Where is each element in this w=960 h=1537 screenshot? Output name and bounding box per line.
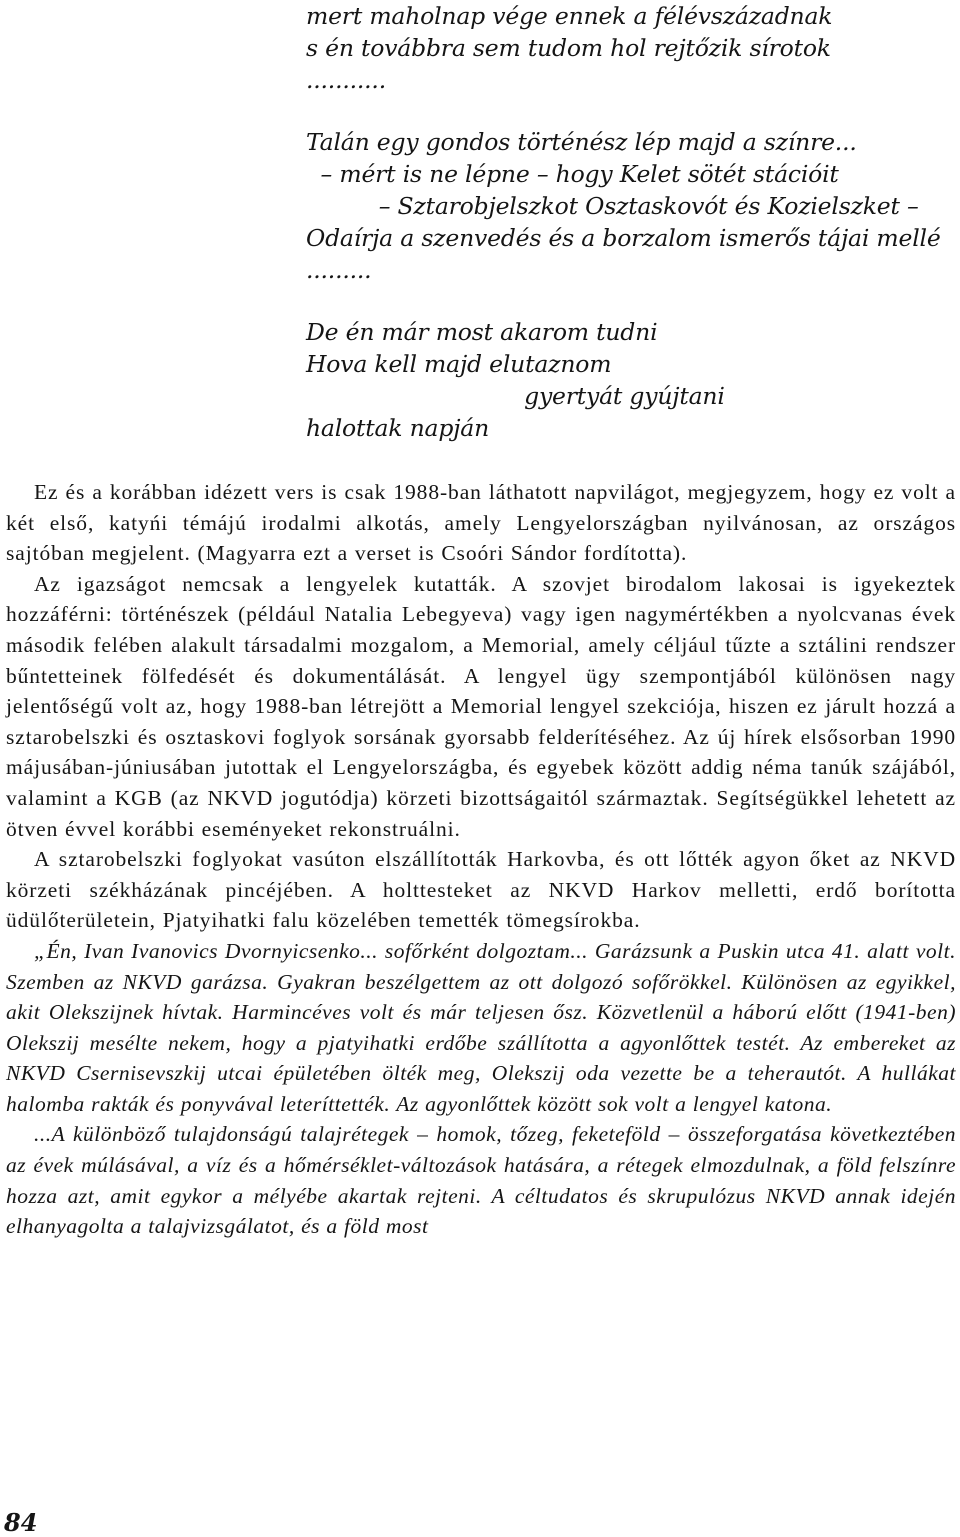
poem-line: s én továbbra sem tudom hol rejtőzik sírotok [306, 34, 831, 62]
poem-line: – Sztarobjelszkot Osztaskovót és Kozielszket – [306, 192, 919, 220]
body-text [6, 477, 956, 1242]
paragraph: Ez és a korábban idézett vers is csak 1988-ban láthatott napvilágot, megjegyzem, hogy ez volt a két első, katyńi témájú irodalmi alkotás, amely Lengyelországban nyilvánosan, az országos sajtóban megjelent. (Magyarra ezt a verset is Csoóri Sándor fordította). [6, 480, 956, 566]
poem-line: Talán egy gondos történész lép majd a színre... [306, 128, 857, 156]
page-number: 84 [4, 1508, 38, 1537]
poem-line: – mért is ne lépne – hogy Kelet sötét stációit [306, 160, 839, 188]
poem-line: ......... [306, 256, 372, 284]
poem-line: Hova kell majd elutaznom [306, 350, 612, 378]
quote-paragraph: ...A különböző tulajdonságú talajrétegek – homok, tőzeg, feketeföld – összeforgatása következtében az évek múlásával, a víz és a hőmérséklet-változások hatására, a rétegek elmozdulnak, a föld felszínre hozza azt, amit egykor a mélyébe akartak rejteni. A céltudatos és skrupulózus NKVD annak idején elhanyagolta a talajvizsgálatot, és a föld most [6, 1122, 956, 1239]
poem-line [306, 96, 946, 126]
paragraph: Az igazságot nemcsak a lengyelek kutatták. A szovjet birodalom lakosai is igyekeztek hozzáférni: történészek (például Natalia Lebegyeva) vagy igen nagymértékben a nyolcvanas évek második felében alakult társadalmi mozgalom, a Memorial, amely céljául tűzte a sztálini rendszer bűntetteinek fölfedését és dokumentálását. A lengyel ügy szempontjából különösen nagy jelentőségű volt az, hogy 1988-ban létrejött a Memorial lengyel szekciója, hiszen ez járult hozzá a sztarobelszki és osztaskovi foglyok sorsának gyorsabb felderítéséhez. Az új hírek elsősorban 1990 májusában-júniusában jutottak el Lengyelországba, és egyebek között addig néma tanúk szájából, valamint a KGB (az NKVD jogutódja) körzeti bizottságaitól származtak. Segítségükkel lehetett az ötven évvel korábbi eseményeket rekonstruálni. [6, 571, 956, 841]
poem-line [306, 286, 946, 316]
poem-line: mert maholnap vége ennek a félévszázadnak [306, 2, 833, 30]
poem-line: gyertyát gyújtani [306, 382, 725, 410]
paragraph: A sztarobelszki foglyokat vasúton elszállították Harkovba, és ott lőtték agyon őket az NKVD körzeti székházának pincéjében. A holttesteket az NKVD Harkov melletti, erdő borította üdülőterületein, Pjatyihatki falu közelében temették tömegsírokba. [6, 847, 956, 933]
poem-block [306, 0, 946, 444]
poem-line: Odaírja a szenvedés és a borzalom ismerős tájai mellé [306, 224, 941, 252]
poem-line: halottak napján [306, 414, 490, 442]
quote-paragraph: „Én, Ivan Ivanovics Dvornyicsenko... sofőrként dolgoztam... Garázsunk a Puskin utca 41. alatt volt. Szemben az NKVD garázsa. Gyakran beszélgettem az ott dolgozó sofőrökkel. Különösen az egyikkel, akit Olekszijnek hívtak. Harmincéves volt és már teljesen ősz. Közvetlenül a háború előtt (1941-ben) Olekszij mesélte nekem, hogy a pjatyihatki erdőbe szállította a agyonlőttek testét. Az embereket az NKVD Csernisevszkij utcai épületében ölték meg, Olekszij oda vezette be a teherautót. A hullákat halomba rakták és ponyvával leteríttették. Az agyonlőttek között sok volt a lengyel katona. [6, 938, 956, 1116]
poem-line: De én már most akarom tudni [306, 318, 658, 346]
poem-line: ........... [306, 66, 386, 94]
